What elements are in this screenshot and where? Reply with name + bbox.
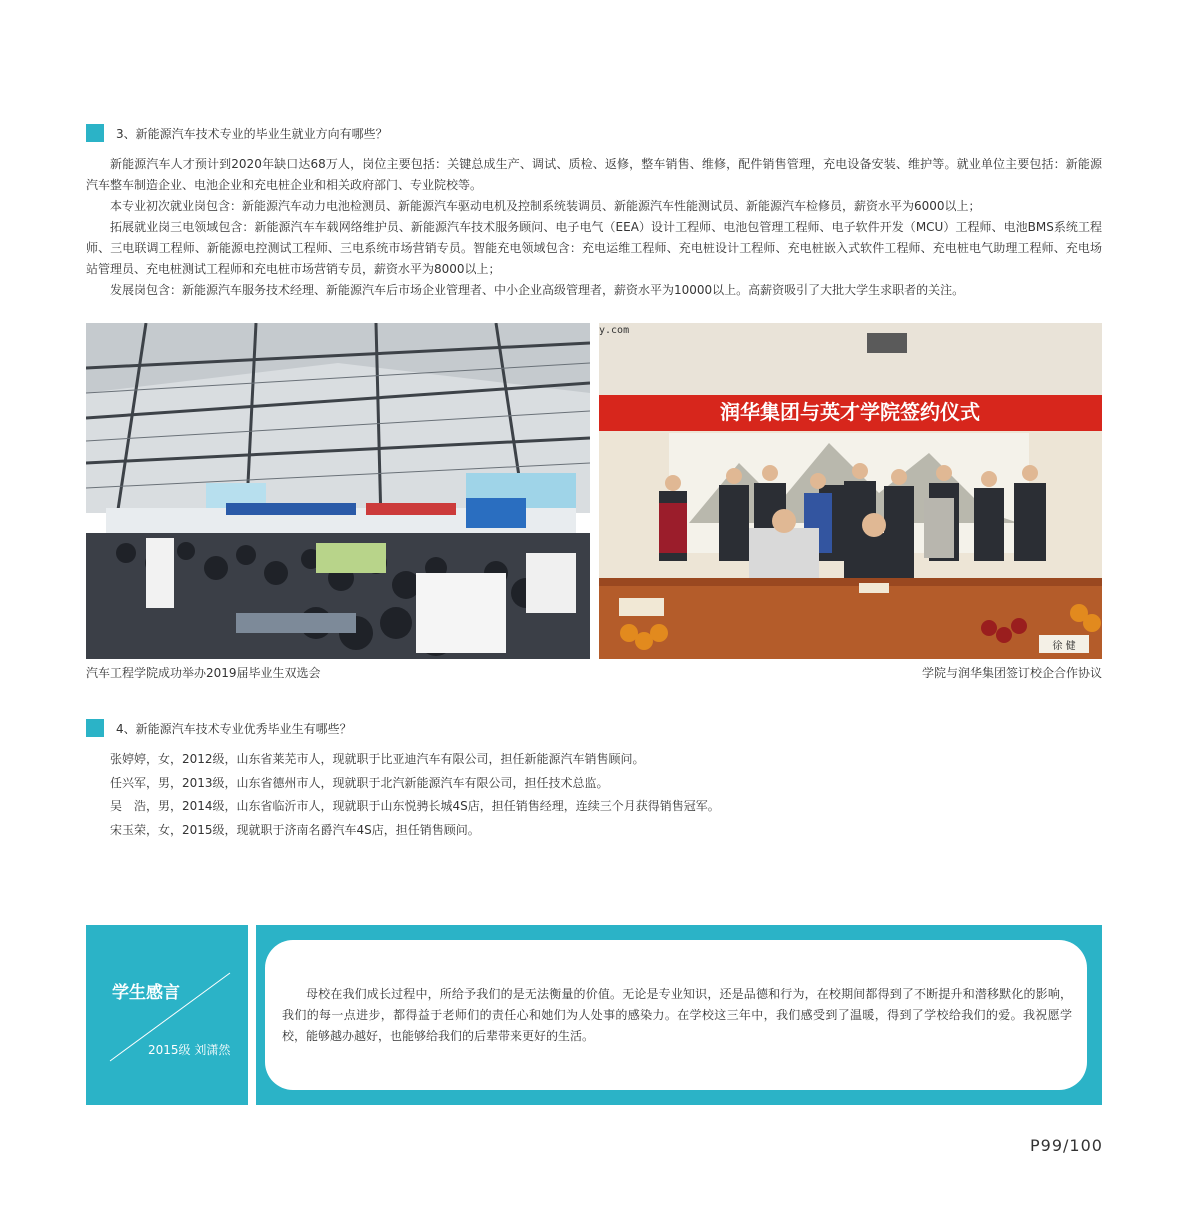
paragraph: 发展岗包含：新能源汽车服务技术经理、新能源汽车后市场企业管理者、中小企业高级管理者，薪资水平为10000以上。高薪资吸引了大批大学生求职者的关注。	[110, 283, 965, 297]
ceremony-banner-text: 润华集团与英才学院签约仪式	[720, 400, 980, 424]
testimonial-label-panel	[86, 925, 248, 1105]
job-fair-photo	[86, 323, 590, 659]
list-item: 任兴军，男，2013级，山东省德州市人，现就职于北汽新能源汽车有限公司，担任技术总监。	[110, 775, 609, 790]
signing-ceremony-photo	[599, 323, 1102, 659]
section-marker	[86, 124, 104, 142]
section-4-heading-text: 4、新能源汽车技术专业优秀毕业生有哪些？	[116, 721, 352, 736]
signing-caption: 学院与润华集团签订校企合作协议	[921, 666, 1102, 680]
list-item: 吴 浩，男，2014级，山东省临沂市人，现就职于山东悦骋长城4S店，担任销售经理，连续三个月获得销售冠军。	[110, 799, 720, 813]
job-fair-caption: 汽车工程学院成功举办2019届毕业生双选会	[86, 666, 321, 680]
testimonial-text: 母校在我们成长过程中，所给予我们的是无法衡量的价值。无论是专业知识，还是品德和行为，在校期间都得到了不断提升和潜移默化的影响，我们的每一点进步，都得益于老师们的责任心和她们为人处事的感染力。在学校这三年中，我们感受到了温暖，得到了学校给我们的爱。我祝愿学校，能够越办越好，也能够给我们的后辈带来更好的生活。	[282, 987, 1072, 1043]
list-item: 张婷婷，女，2012级，山东省莱芜市人，现就职于比亚迪汽车有限公司，担任新能源汽车销售顾问。	[110, 752, 645, 766]
section-3-body	[86, 154, 1102, 301]
watermark-text: y.com	[599, 325, 630, 336]
testimonial-title: 学生感言	[112, 983, 180, 1003]
page-number: P99/100	[1030, 1136, 1103, 1155]
section-3-heading-text: 3、新能源汽车技术专业的毕业生就业方向有哪些？	[116, 126, 388, 141]
paragraph: 新能源汽车人才预计到2020年缺口达68万人，岗位主要包括：关键总成生产、调试、质检、返修，整车销售、维修，配件销售管理，充电设备安装、维护等。就业单位主要包括：新能源汽车整车制造企业、电池企业和充电桩企业和相关政府部门、专业院校等。	[86, 157, 1102, 192]
testimonial-author: 2015级 刘潇然	[148, 1043, 231, 1057]
list-item: 宋玉荣，女，2015级，现就职于济南名爵汽车4S店，担任销售顾问。	[110, 822, 480, 837]
section-4-heading	[86, 719, 352, 737]
paragraph: 拓展就业岗三电领域包含：新能源汽车车载网络维护员、新能源汽车技术服务顾问、电子电气（EEA）设计工程师、电池包管理工程师、电子软件开发（MCU）工程师、电池BMS系统工程师、三电联调工程师、新能源电控测试工程师、三电系统市场营销专员。智能充电领域包含：充电运维工程师、充电桩设计工程师、充电桩嵌入式软件工程师、充电桩电气助理工程师、充电场站管理员、充电桩测试工程师和充电桩市场营销专员，薪资水平为8000以上；	[86, 220, 1102, 276]
paragraph: 本专业初次就业岗包含：新能源汽车动力电池检测员、新能源汽车驱动电机及控制系统装调员、新能源汽车性能测试员、新能源汽车检修员，薪资水平为6000以上；	[110, 199, 981, 213]
section-marker	[86, 719, 104, 737]
graduates-list	[110, 748, 720, 842]
section-3-heading	[86, 124, 388, 142]
nameplate-text: 徐 健	[1052, 641, 1076, 652]
